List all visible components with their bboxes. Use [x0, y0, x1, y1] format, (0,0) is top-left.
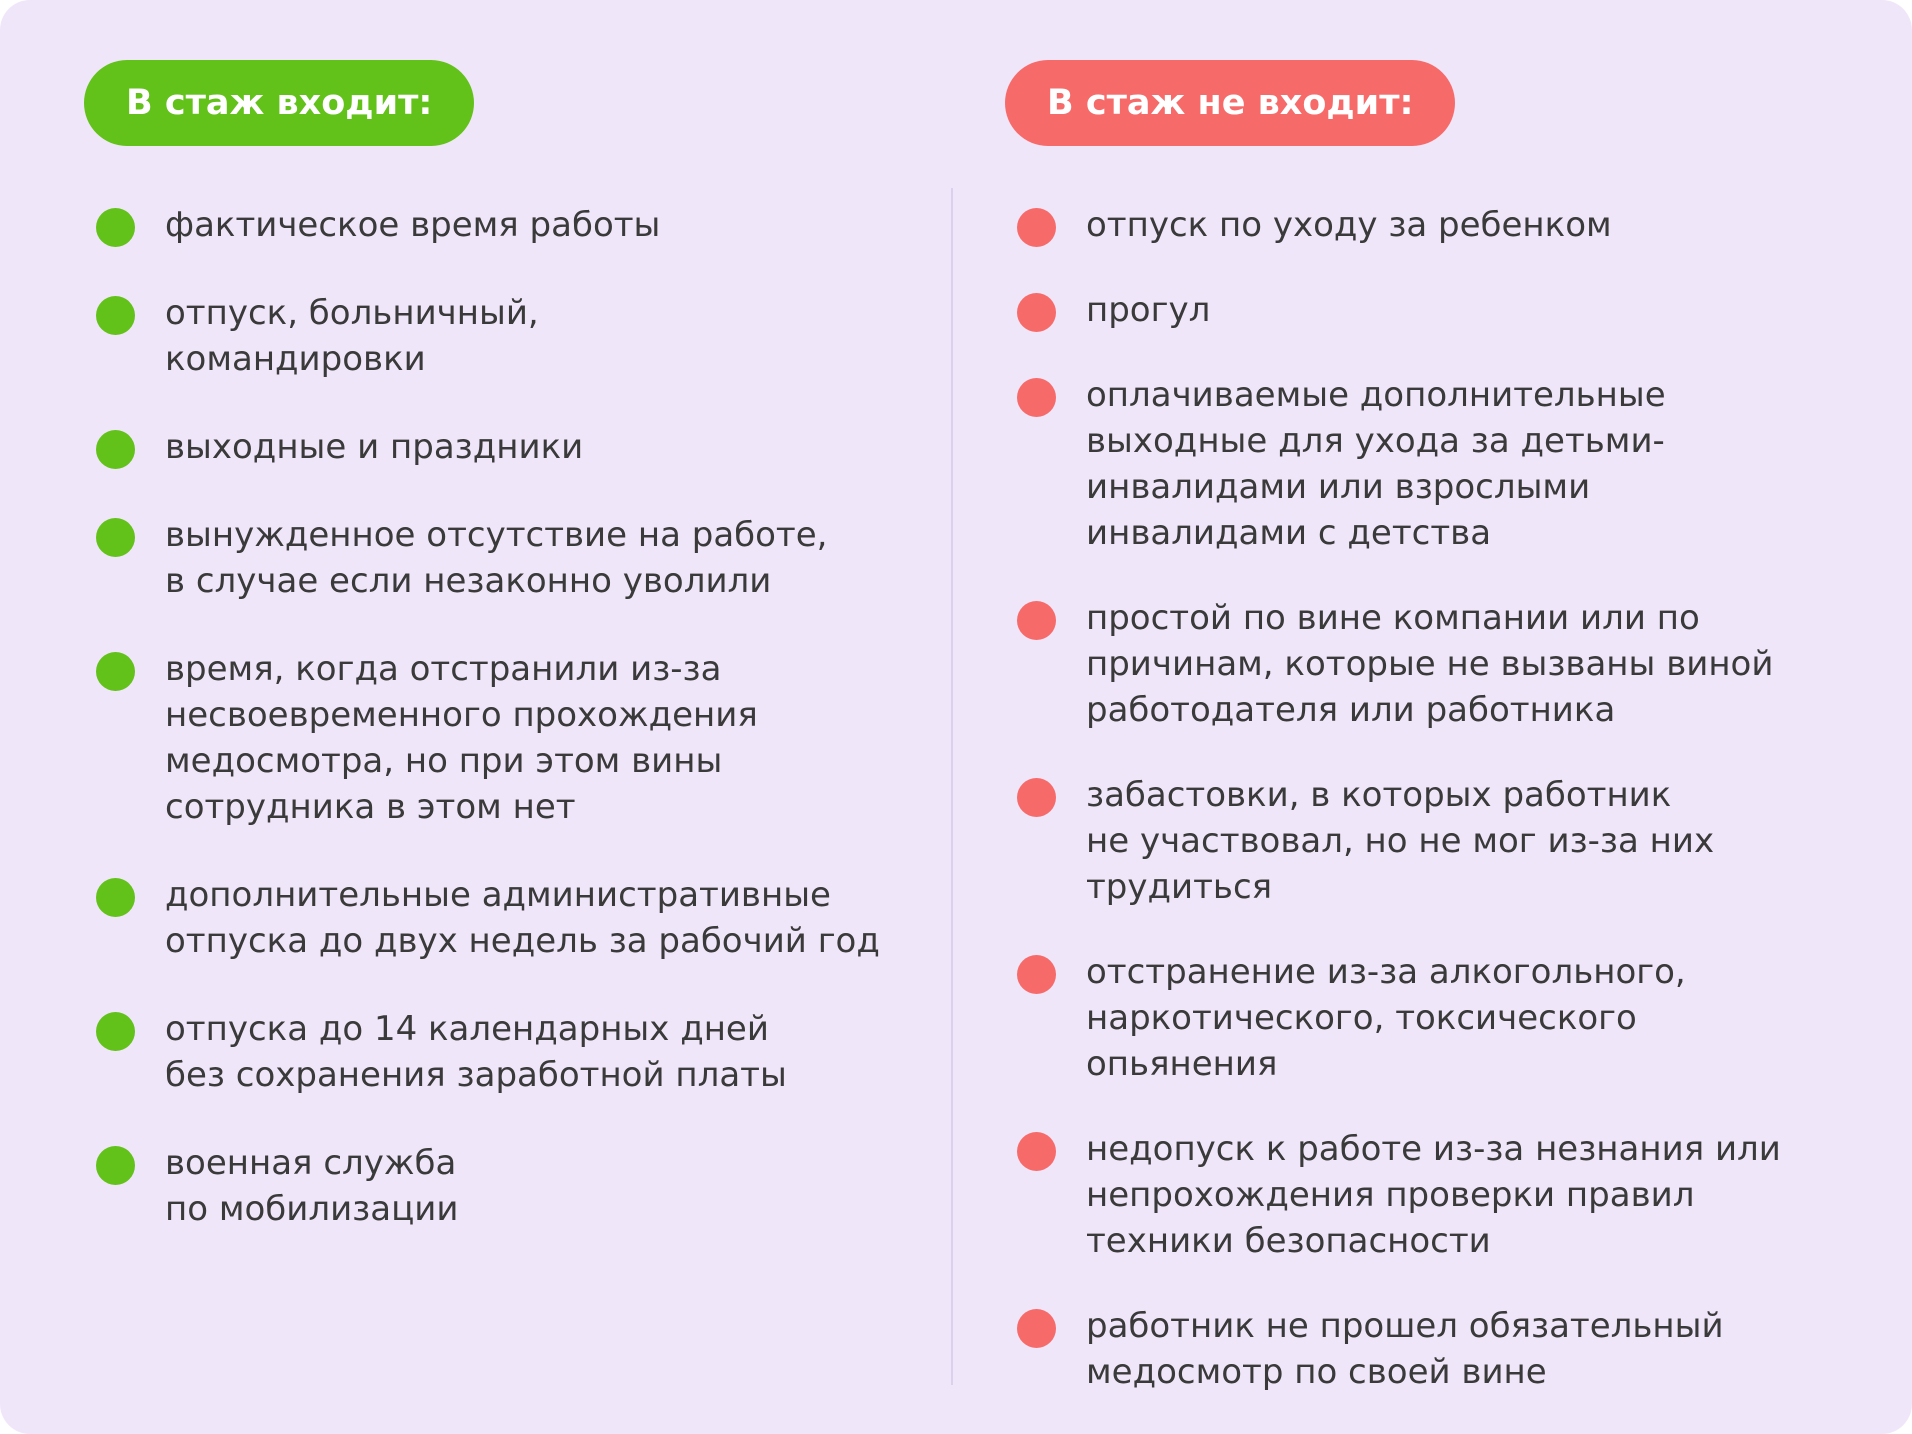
red-bullet-icon: [1017, 778, 1056, 817]
green-bullet-icon: [96, 1146, 135, 1185]
list-item: [84, 202, 904, 248]
list-item-text: простой по вине компании или по причинам, которые не вызваны виной работодателя или работника: [1086, 598, 1774, 730]
list-item-text: отпуска до 14 календарных дней без сохранения заработной платы: [165, 1009, 787, 1095]
red-bullet-icon: [1017, 1309, 1056, 1348]
list-item-text: фактическое время работы: [165, 205, 661, 245]
list-item: [84, 872, 904, 964]
list-item: [1005, 949, 1865, 1087]
list-item: [84, 1140, 904, 1232]
list-item-text: оплачиваемые дополнительные выходные для ухода за детьми- инвалидами или взрослыми инвалидами с детства: [1086, 375, 1666, 553]
green-bullet-icon: [96, 652, 135, 691]
green-bullet-icon: [96, 208, 135, 247]
red-bullet-icon: [1017, 1132, 1056, 1171]
green-bullet-icon: [96, 296, 135, 335]
excluded-list: [1005, 202, 1865, 1395]
list-item-text: забастовки, в которых работник не участвовал, но не мог из-за них трудиться: [1086, 775, 1715, 907]
list-item-text: время, когда отстранили из-за несвоевременного прохождения медосмотра, но при этом вины сотрудника в этом нет: [165, 649, 758, 827]
list-item: [84, 646, 904, 830]
list-item-text: военная служба по мобилизации: [165, 1143, 459, 1229]
list-item: [84, 424, 904, 470]
green-bullet-icon: [96, 1012, 135, 1051]
included-title-badge: В стаж входит:: [84, 60, 474, 146]
included-list: [84, 202, 904, 1232]
green-bullet-icon: [96, 518, 135, 557]
list-item-text: выходные и праздники: [165, 427, 584, 467]
list-item: [84, 290, 904, 382]
list-item: [84, 512, 904, 604]
column-divider: [951, 188, 953, 1385]
list-item-text: недопуск к работе из-за незнания или непрохождения проверки правил техники безопасности: [1086, 1129, 1781, 1261]
list-item: [1005, 1126, 1865, 1264]
list-item: [1005, 287, 1865, 333]
list-item: [84, 1006, 904, 1098]
list-item: [1005, 772, 1865, 910]
list-item: [1005, 202, 1865, 248]
red-bullet-icon: [1017, 208, 1056, 247]
list-item: [1005, 372, 1865, 556]
list-item-text: прогул: [1086, 290, 1211, 330]
list-item-text: работник не прошел обязательный медосмотр по своей вине: [1086, 1306, 1724, 1392]
red-bullet-icon: [1017, 378, 1056, 417]
green-bullet-icon: [96, 878, 135, 917]
list-item-text: вынужденное отсутствие на работе, в случае если незаконно уволили: [165, 515, 828, 601]
list-item-text: отпуск, больничный, командировки: [165, 293, 539, 379]
list-item-text: дополнительные административные отпуска до двух недель за рабочий год: [165, 875, 880, 961]
list-item-text: отпуск по уходу за ребенком: [1086, 205, 1612, 245]
included-column: [84, 60, 904, 1274]
green-bullet-icon: [96, 430, 135, 469]
list-item: [1005, 595, 1865, 733]
red-bullet-icon: [1017, 955, 1056, 994]
excluded-title-badge: В стаж не входит:: [1005, 60, 1455, 146]
red-bullet-icon: [1017, 293, 1056, 332]
list-item-text: отстранение из-за алкогольного, наркотического, токсического опьянения: [1086, 952, 1686, 1084]
excluded-column: [1005, 60, 1865, 1434]
red-bullet-icon: [1017, 601, 1056, 640]
list-item: [1005, 1303, 1865, 1395]
